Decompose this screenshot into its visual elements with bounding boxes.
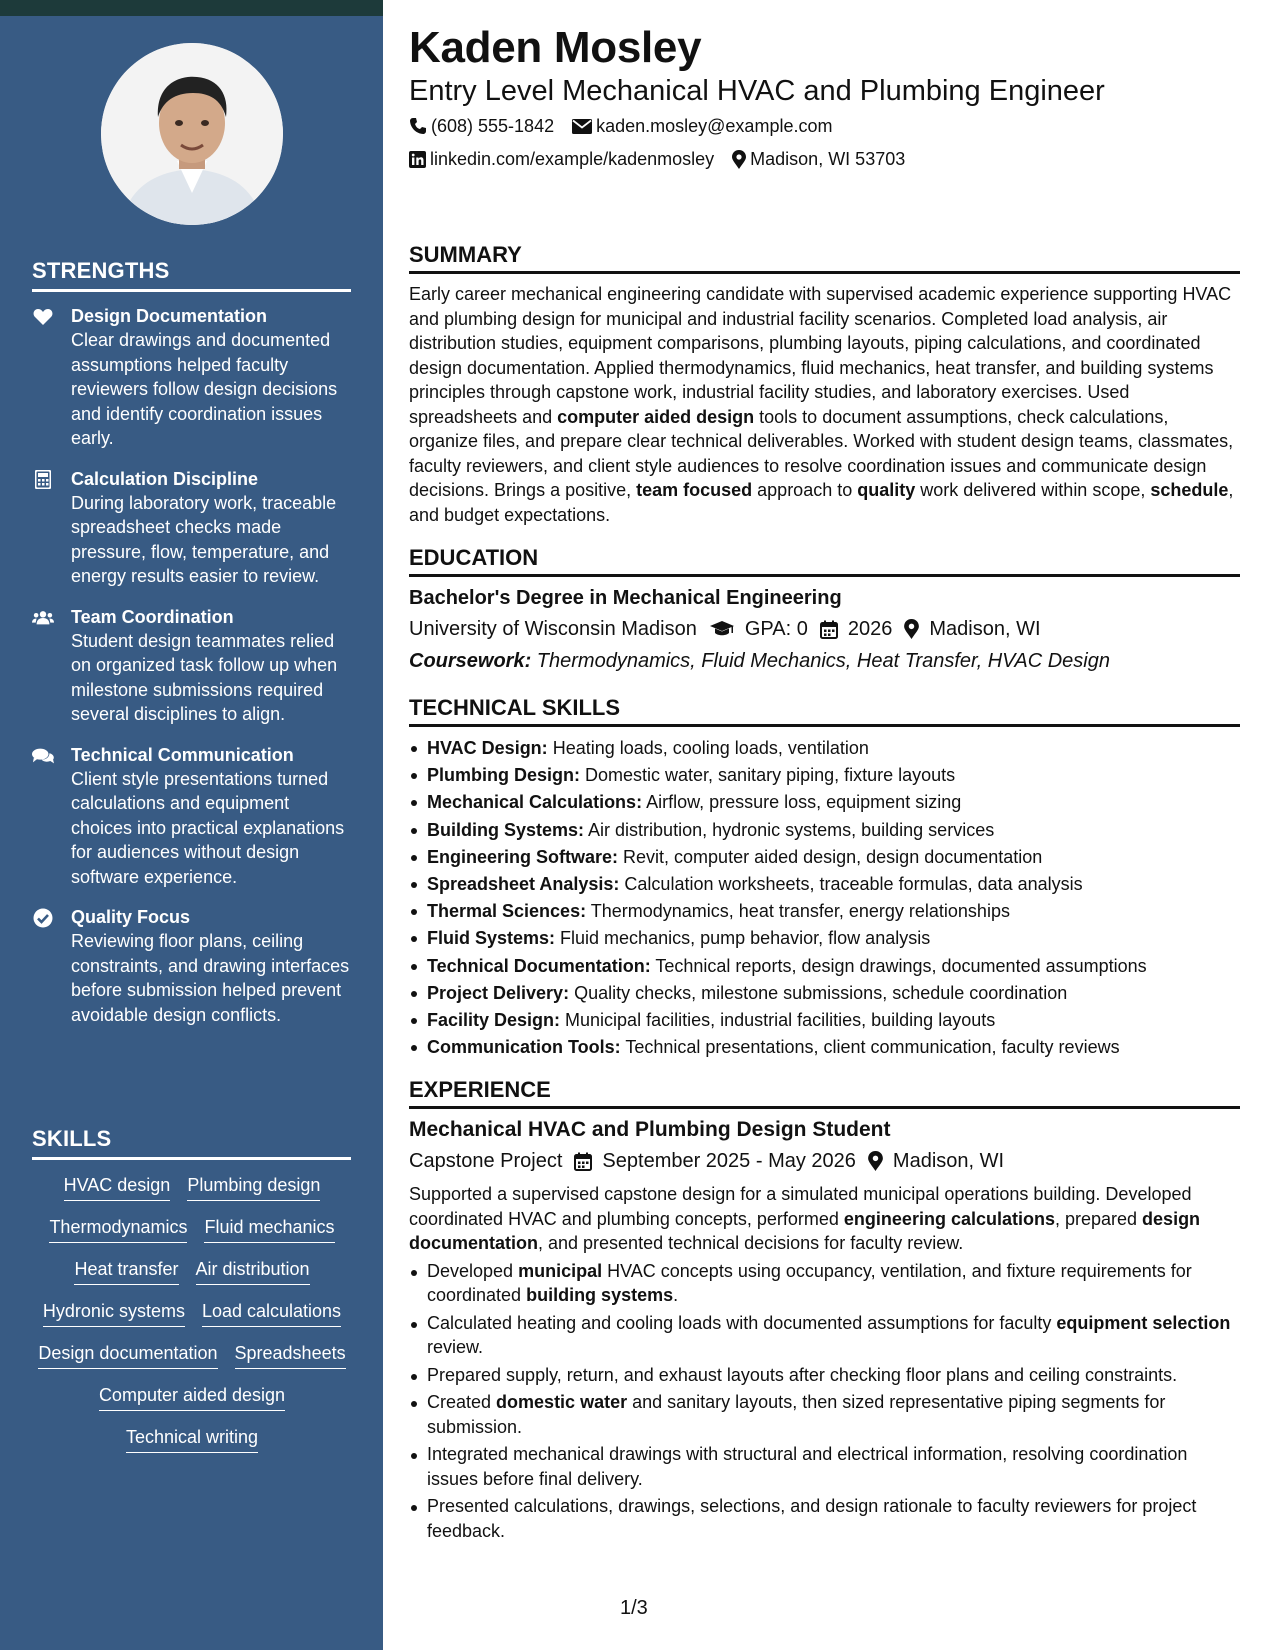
- education-entry: [409, 585, 1240, 674]
- gpa: GPA: 0: [744, 618, 808, 640]
- skill-tag: HVAC design: [64, 1173, 171, 1201]
- education-meta: [409, 616, 1240, 642]
- users-icon: [32, 608, 54, 628]
- check-circle-icon: [32, 908, 54, 928]
- phone-icon: [409, 117, 427, 135]
- sidebar-top-bar: [0, 0, 383, 16]
- candidate-name: Kaden Mosley: [409, 23, 702, 72]
- skill-tag: Load calculations: [202, 1299, 341, 1327]
- list-item: Facility Design: Municipal facilities, industrial facilities, building layouts: [409, 1007, 1240, 1034]
- strength-item: [32, 605, 352, 727]
- linkedin-contact[interactable]: [409, 147, 714, 171]
- list-item: Communication Tools: Technical presentations, client communication, faculty reviews: [409, 1034, 1240, 1061]
- envelope-icon: [572, 119, 592, 134]
- strength-text: Client style presentations turned calculations and equipment choices into practical explanations for audiences without design software experience.: [71, 768, 345, 887]
- page-number: 1/3: [620, 1597, 648, 1619]
- skills-heading: SKILLS: [32, 1126, 351, 1160]
- degree-title: Bachelor's Degree in Mechanical Engineering: [409, 587, 842, 609]
- summary-heading: SUMMARY: [409, 242, 1240, 274]
- strength-title: Calculation Discipline: [71, 468, 259, 489]
- heart-icon: [32, 307, 54, 327]
- strength-title: Quality Focus: [71, 907, 191, 927]
- linkedin-url[interactable]: linkedin.com/example/kadenmosley: [430, 149, 715, 169]
- skill-tag: Hydronic systems: [43, 1299, 185, 1327]
- linkedin-icon: [409, 151, 426, 168]
- list-item: Developed municipal HVAC concepts using occupancy, ventilation, and fixture requirements for coordinated building systems.: [409, 1259, 1240, 1308]
- skill-tag: Heat transfer: [74, 1257, 178, 1285]
- contact-row: [409, 147, 1240, 171]
- job-bullets: [409, 1259, 1240, 1544]
- job-description: Supported a supervised capstone design for a simulated municipal operations building. Developed coordinated HVAC and plumbing concepts, performed engineering calculations, prepared design documentation, and presented technical decisions for faculty review.: [409, 1184, 1201, 1253]
- list-item: Calculated heating and cooling loads with documented assumptions for faculty equipment selection review.: [409, 1311, 1240, 1360]
- list-item: HVAC Design: Heating loads, cooling loads, ventilation: [409, 735, 1240, 762]
- strength-item: [32, 304, 352, 451]
- resume-header: [409, 22, 1240, 171]
- calendar-icon: [574, 1152, 592, 1171]
- location-text: Madison, WI 53703: [750, 149, 906, 169]
- job-title: Mechanical HVAC and Plumbing Design Student: [409, 1118, 891, 1141]
- calculator-icon: [32, 470, 54, 490]
- email-address[interactable]: kaden.mosley@example.com: [596, 116, 833, 136]
- organization: Capstone Project: [409, 1150, 563, 1172]
- skill-tag: Air distribution: [196, 1257, 310, 1285]
- strength-text: During laboratory work, traceable spreadsheet checks made pressure, flow, temperature, and energy results easier to review.: [71, 492, 337, 586]
- summary-text: Early career mechanical engineering candidate with supervised academic experience supporting HVAC and plumbing design for municipal and industrial facility scenarios. Completed load analysis, air distribution studies, equipment comparisons, plumbing layouts, piping calculations, and coordinated design documentation. Applied thermodynamics, fluid mechanics, heat transfer, and building systems principles through capstone work, industrial facility studies, and laboratory exercises. Used spreadsheets and computer aided design tools to document assumptions, check calculations, organize files, and prepare clear technical deliverables. Worked with student design teams, classmates, faculty reviewers, and client style audiences to resolve coordination issues and communicate design decisions. Brings a positive, team focused approach to quality work delivered within scope, schedule, and budget expectations.: [409, 284, 1234, 525]
- list-item: Project Delivery: Quality checks, milestone submissions, schedule coordination: [409, 980, 1240, 1007]
- sidebar: [0, 16, 383, 1650]
- list-item: Engineering Software: Revit, computer aided design, design documentation: [409, 844, 1240, 871]
- list-item: Created domestic water and sanitary layouts, then sized representative piping segments for submission.: [409, 1390, 1240, 1439]
- skill-tag: Plumbing design: [187, 1173, 320, 1201]
- strength-text: Reviewing floor plans, ceiling constraints, and drawing interfaces before submission helped prevent avoidable design conflicts.: [71, 931, 350, 1025]
- education-heading: EDUCATION: [409, 545, 1240, 577]
- list-item: Spreadsheet Analysis: Calculation worksheets, traceable formulas, data analysis: [409, 871, 1240, 898]
- skill-tag: Thermodynamics: [49, 1215, 187, 1243]
- coursework: Coursework: Thermodynamics, Fluid Mechanics, Heat Transfer, HVAC Design: [409, 650, 1110, 672]
- avatar-icon: [101, 43, 283, 225]
- strength-title: Design Documentation: [71, 306, 268, 326]
- list-item: Presented calculations, drawings, selections, and design rationale to faculty reviewers for project feedback.: [409, 1494, 1240, 1543]
- skill-tag: Spreadsheets: [235, 1341, 346, 1369]
- technical-skills-heading: TECHNICAL SKILLS: [409, 695, 1240, 727]
- skill-tag: Computer aided design: [99, 1383, 285, 1411]
- comments-icon: [32, 746, 54, 766]
- experience-entry: [409, 1116, 1240, 1543]
- list-item: Plumbing Design: Domestic water, sanitary piping, fixture layouts: [409, 762, 1240, 789]
- list-item: Technical Documentation: Technical reports, design drawings, documented assumptions: [409, 953, 1240, 980]
- school-location: Madison, WI: [929, 618, 1041, 640]
- phone-number: (608) 555-1842: [431, 116, 555, 136]
- calendar-icon: [820, 620, 838, 639]
- location-contact: [732, 147, 905, 171]
- skills-list: [28, 1173, 356, 1453]
- experience-meta: [409, 1148, 1240, 1174]
- strength-text: Student design teammates relied on organized task follow up when milestone submissions required several disciplines to align.: [71, 630, 338, 724]
- profile-photo: [101, 43, 283, 225]
- school-name: University of Wisconsin Madison: [409, 618, 697, 640]
- skill-tag: Design documentation: [38, 1341, 217, 1369]
- strength-text: Clear drawings and documented assumptions helped faculty reviewers follow design decisions and identify coordination issues early.: [71, 330, 338, 448]
- job-location: Madison, WI: [892, 1150, 1005, 1172]
- list-item: Prepared supply, return, and exhaust layouts after checking floor plans and ceiling constraints.: [409, 1363, 1240, 1388]
- strength-title: Team Coordination: [71, 606, 234, 627]
- job-dates: September 2025 - May 2026: [602, 1150, 856, 1172]
- map-marker-icon: [868, 1151, 883, 1171]
- technical-skills-list: [409, 735, 1240, 1061]
- strengths-list: [32, 304, 352, 1043]
- graduation-cap-icon: [709, 620, 735, 638]
- experience-heading: EXPERIENCE: [409, 1077, 1240, 1109]
- skill-tag: Fluid mechanics: [204, 1215, 334, 1243]
- email-contact[interactable]: [572, 114, 832, 138]
- list-item: Fluid Systems: Fluid mechanics, pump behavior, flow analysis: [409, 925, 1240, 952]
- list-item: Mechanical Calculations: Airflow, pressure loss, equipment sizing: [409, 789, 1240, 816]
- strength-item: [32, 743, 352, 890]
- strength-title: Technical Communication: [71, 744, 294, 765]
- map-marker-icon: [732, 150, 746, 169]
- list-item: Thermal Sciences: Thermodynamics, heat transfer, energy relationships: [409, 898, 1240, 925]
- graduation-year: 2026: [847, 618, 893, 640]
- skill-tag: Technical writing: [126, 1425, 258, 1453]
- strength-item: [32, 467, 352, 589]
- phone-contact: [409, 114, 554, 138]
- list-item: Integrated mechanical drawings with structural and electrical information, resolving coordination issues before final delivery.: [409, 1442, 1240, 1491]
- map-marker-icon: [904, 619, 919, 639]
- list-item: Building Systems: Air distribution, hydronic systems, building services: [409, 817, 1240, 844]
- candidate-role: Entry Level Mechanical HVAC and Plumbing Engineer: [409, 75, 1105, 107]
- strengths-heading: STRENGTHS: [32, 258, 351, 292]
- strength-item: [32, 905, 352, 1027]
- contact-row: [409, 114, 1240, 138]
